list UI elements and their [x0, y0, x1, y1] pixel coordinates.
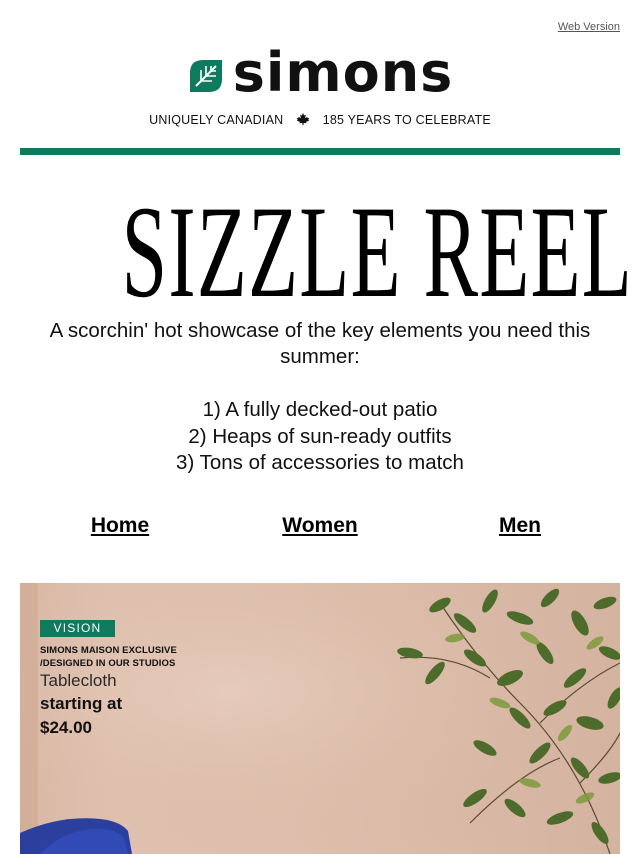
- exclusive-line-2: /DESIGNED IN OUR STUDIOS: [40, 658, 176, 669]
- brand-logo[interactable]: [0, 41, 640, 104]
- intro-text: A scorchin' hot showcase of the key elements you need this summer:: [49, 319, 591, 368]
- leaf-logo-icon: [187, 57, 225, 95]
- starting-at-label: starting at: [40, 694, 123, 713]
- header-divider: [20, 148, 620, 155]
- maple-leaf-icon: [296, 112, 310, 129]
- product-price: $24.00: [40, 718, 92, 737]
- list-item: 1) A fully decked-out patio: [202, 398, 438, 421]
- nav-link-women[interactable]: Women: [282, 514, 358, 537]
- web-version-link[interactable]: Web Version: [557, 21, 620, 33]
- list-item: 2) Heaps of sun-ready outfits: [188, 424, 452, 448]
- vision-badge: VISION: [40, 620, 115, 637]
- highlights-list: [40, 397, 600, 477]
- exclusive-label: [40, 644, 177, 670]
- tagline: [0, 112, 640, 129]
- exclusive-line-1: SIMONS MAISON EXCLUSIVE: [40, 645, 177, 656]
- hero-banner[interactable]: [20, 583, 620, 854]
- product-name: Tablecloth: [40, 671, 117, 690]
- category-nav: [20, 514, 620, 538]
- tagline-left: UNIQUELY CANADIAN: [149, 112, 284, 127]
- page-title: SIZZLE REEL: [121, 178, 633, 325]
- nav-link-men[interactable]: Men: [499, 514, 541, 537]
- tagline-right: 185 YEARS TO CELEBRATE: [322, 112, 491, 127]
- nav-link-home[interactable]: Home: [90, 514, 150, 537]
- brand-wordmark: simons: [232, 41, 454, 104]
- list-item: 3) Tons of accessories to match: [176, 451, 464, 474]
